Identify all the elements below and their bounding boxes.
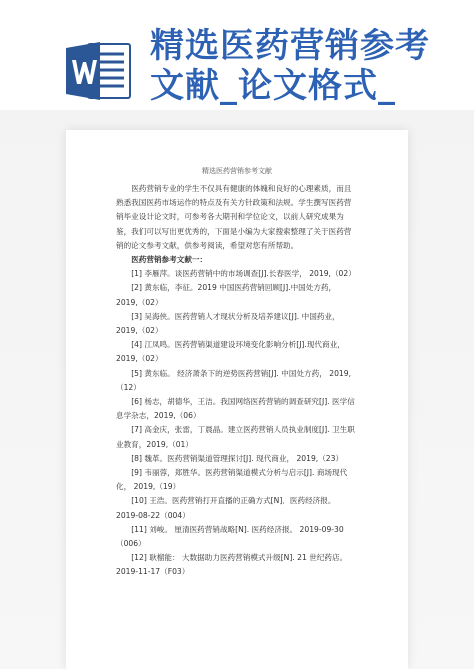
reference-item: [9] 韦丽蓉，郑胜华。医药营销渠道模式分析与启示[J]. 商场现代化， 2019,（19） [116,468,348,492]
page-title: 精选医药营销参考文献_论文格式_ [150,26,430,106]
document-body [116,182,356,580]
reference-item: [11] 刘峻。 厘清医药营销战略[N]. 医药经济报。 2019-09-30（006） [116,524,344,549]
reference-item: [5] 黄东临。 经济萧条下的逆势医药营销[J]. 中国处方药， 2019,（12） [116,368,351,392]
reference-item: [10] 王浩。医药营销打开直播的正确方式[N]．医药经济报。2019-08-22（004） [116,496,336,520]
reference-item: [8] 魏革。医药营销渠道管理探讨[J]. 现代商业， 2019,（23） [131,453,344,463]
header-banner [0,0,474,110]
reference-item: [1] 李雁萍。谈医药营销中的市场调查[J].长春医学， 2019,（02） [131,269,356,279]
reference-item: [6] 杨志，胡德华，王洁。我国网络医药营销的调查研究[J]. 医学信息学杂志，2019,（06） [116,397,355,421]
reference-item: [7] 高金庆，张雷，丁晨晶。建立医药营销人员执业制度[J]. 卫生职业教育，2019,（01） [116,425,355,449]
reference-item: [2] 黄东临，李征。2019 中国医药营销回顾[J].中国处方药， 2019,（02） [116,283,337,307]
reference-item: [12] 耿榴能： 大数据助力医药营销模式升级[N]. 21 世纪药店。2019-11-17（F03） [116,553,348,577]
document-page [66,130,408,669]
word-document-icon [66,40,132,102]
document-title: 精选医药营销参考文献 [202,167,272,175]
reference-item: [3] 吴海侠。医药营销人才现状分析及培养建议[J]. 中国药业，2019,（02） [116,311,340,336]
intro-paragraph: 医药营销专业的学生不仅具有健康的体魄和良好的心理素质，而且熟悉我国医药市场运作的特点及有关方针政策和法规。学生撰写医药营销毕业设计论文时，可参考各大期刊和学位论文，以前人研究成果为鉴，我们可以写出更优秀的，下面是小编为大家搜索整理了关于医药营销的论文参考文献，供参考阅读，希望对您有所帮助。 [116,184,352,250]
references-heading: 医药营销参考文献一： [131,255,208,265]
reference-item: [4] 江凤鸣。医药营销渠道建设环境变化影响分析[J].现代商业，2019,（02） [116,340,345,364]
